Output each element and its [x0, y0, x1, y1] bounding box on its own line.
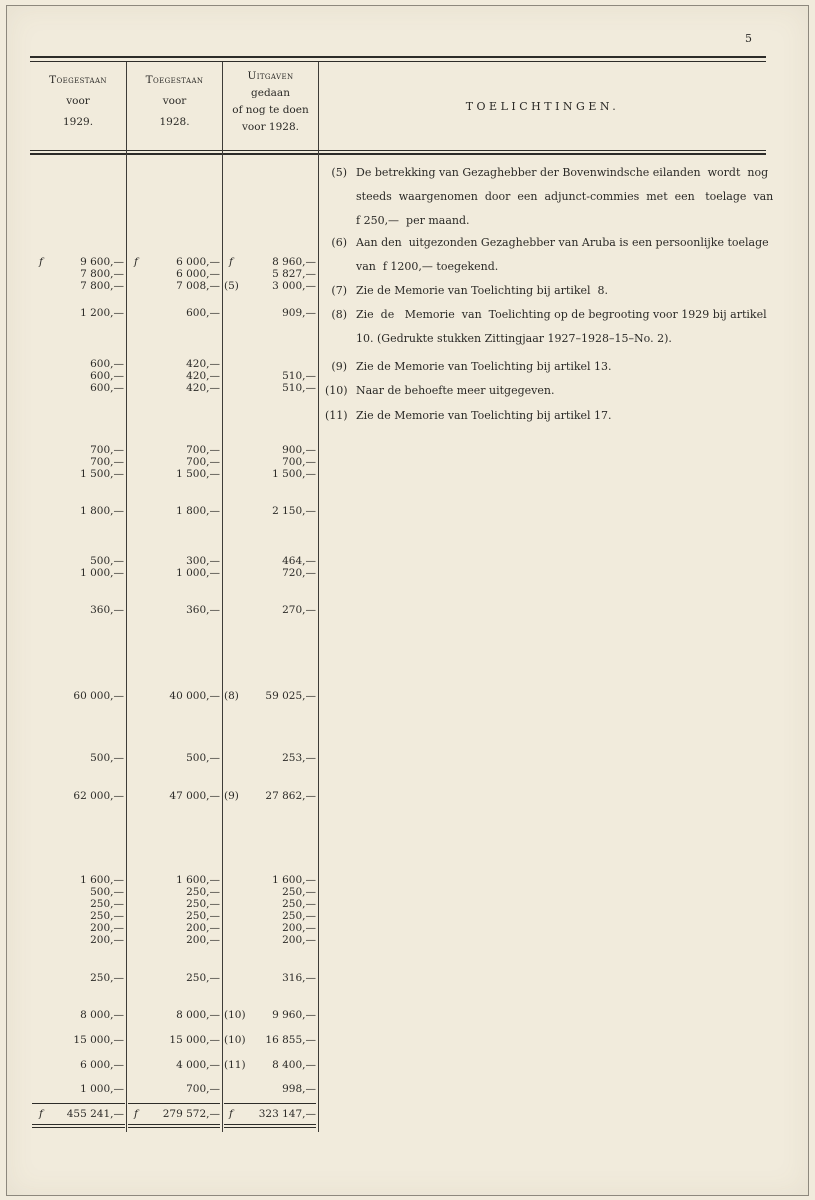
- note-text-line: Zie de Memorie van Toelichting op de begrooting voor 1929 bij artikel: [356, 308, 767, 321]
- header-col-uitgaven-line-1: Uitgaven: [247, 70, 294, 82]
- note-reference: (5): [224, 280, 239, 292]
- amount-cell: 1 600,—: [176, 874, 220, 886]
- column-divider-3: [318, 62, 319, 1132]
- amount-cell: 700,—: [282, 456, 316, 468]
- amount-cell: 720,—: [282, 567, 316, 579]
- amount-cell: 1 800,—: [80, 505, 124, 517]
- note-number: (7): [331, 284, 347, 297]
- header-bottom-rule: [30, 150, 766, 151]
- amount-cell: 600,—: [90, 382, 124, 394]
- amount-cell: 700,—: [186, 456, 220, 468]
- amount-cell: 40 000,—: [169, 690, 220, 702]
- amount-cell: 510,—: [282, 382, 316, 394]
- column-divider-2: [222, 62, 223, 1132]
- note-number: (9): [331, 360, 347, 373]
- amount-cell: 4 000,—: [176, 1059, 220, 1071]
- florin-sign: f: [229, 256, 233, 268]
- header-col-1929-line-1: Toegestaan: [49, 74, 107, 86]
- florin-sign: f: [229, 1108, 233, 1120]
- florin-sign: f: [134, 256, 138, 268]
- amount-cell: 47 000,—: [169, 790, 220, 802]
- header-col-1928-line-1: Toegestaan: [145, 74, 204, 86]
- header-col-uitgaven-line-3: of nog te doen: [232, 104, 309, 116]
- amount-cell: 1 000,—: [176, 567, 220, 579]
- note-reference: (10): [224, 1034, 246, 1046]
- amount-cell: 250,—: [186, 910, 220, 922]
- amount-cell: 1 500,—: [176, 468, 220, 480]
- header-col-1928-line-3: 1928.: [159, 116, 190, 128]
- amount-cell: 6 000,—: [176, 256, 220, 268]
- note-text-line: Zie de Memorie van Toelichting bij artikel 13.: [356, 360, 612, 373]
- amount-cell: 360,—: [90, 604, 124, 616]
- amount-cell: 420,—: [186, 370, 220, 382]
- header-col-1928-line-2: voor: [162, 95, 187, 107]
- amount-cell: 200,—: [282, 922, 316, 934]
- amount-cell: 1 000,—: [80, 567, 124, 579]
- note-text-line: steeds waargenomen door een adjunct-commies met een toelage van: [356, 190, 774, 203]
- amount-cell: 250,—: [282, 886, 316, 898]
- amount-cell: 200,—: [186, 934, 220, 946]
- amount-cell: 1 500,—: [80, 468, 124, 480]
- column-divider-1: [126, 62, 127, 1132]
- amount-cell: 998,—: [282, 1083, 316, 1095]
- page-number: 5: [745, 32, 752, 45]
- totals-bottom-rule: [128, 1127, 220, 1128]
- top-rule-thin: [30, 61, 766, 62]
- florin-sign: f: [39, 256, 43, 268]
- note-reference: (8): [224, 690, 239, 702]
- amount-cell: 909,—: [282, 307, 316, 319]
- amount-cell: 900,—: [282, 444, 316, 456]
- note-number: (10): [325, 384, 348, 397]
- total-uitgaven: 323 147,—: [258, 1108, 316, 1120]
- amount-cell: 9 960,—: [272, 1009, 316, 1021]
- note-number: (8): [331, 308, 347, 321]
- totals-top-rule: [224, 1103, 316, 1104]
- amount-cell: 250,—: [186, 972, 220, 984]
- header-col-uitgaven: [223, 68, 318, 136]
- header-col-uitgaven-line-4: voor 1928.: [242, 121, 299, 133]
- header-col-1929: [30, 70, 126, 133]
- note-reference: (11): [224, 1059, 246, 1071]
- header-col-1928: [127, 70, 222, 133]
- amount-cell: 360,—: [186, 604, 220, 616]
- amount-cell: 1 200,—: [80, 307, 124, 319]
- amount-cell: 600,—: [90, 370, 124, 382]
- notes-title: TOELICHTINGEN.: [465, 100, 620, 113]
- amount-cell: 3 000,—: [272, 280, 316, 292]
- amount-cell: 8 960,—: [272, 256, 316, 268]
- amount-cell: 600,—: [90, 358, 124, 370]
- amount-cell: 15 000,—: [169, 1034, 220, 1046]
- amount-cell: 9 600,—: [80, 256, 124, 268]
- note-text-line: van f 1200,— toegekend.: [356, 260, 499, 273]
- note-number: (11): [325, 409, 348, 422]
- note-text-line: f 250,— per maand.: [356, 214, 470, 227]
- amount-cell: 500,—: [90, 752, 124, 764]
- amount-cell: 250,—: [282, 910, 316, 922]
- amount-cell: 316,—: [282, 972, 316, 984]
- amount-cell: 6 000,—: [80, 1059, 124, 1071]
- amount-cell: 420,—: [186, 358, 220, 370]
- amount-cell: 16 855,—: [265, 1034, 316, 1046]
- amount-cell: 7 008,—: [176, 280, 220, 292]
- amount-cell: 59 025,—: [265, 690, 316, 702]
- note-text-line: Zie de Memorie van Toelichting bij artikel 17.: [356, 409, 612, 422]
- amount-cell: 2 150,—: [272, 505, 316, 517]
- total-1928: 279 572,—: [162, 1108, 220, 1120]
- totals-bottom-rule: [224, 1127, 316, 1128]
- note-text-line: 10. (Gedrukte stukken Zittingjaar 1927–1928–15–No. 2).: [356, 332, 672, 345]
- header-col-1929-line-3: 1929.: [62, 116, 94, 128]
- note-text-line: Aan den uitgezonden Gezaghebber van Aruba is een persoonlijke toelage: [356, 236, 769, 249]
- amount-cell: 1 600,—: [80, 874, 124, 886]
- totals-bottom-rule: [32, 1124, 125, 1125]
- amount-cell: 700,—: [90, 444, 124, 456]
- amount-cell: 1 600,—: [272, 874, 316, 886]
- note-text-line: De betrekking van Gezaghebber der Bovenwindsche eilanden wordt nog: [356, 166, 769, 179]
- amount-cell: 7 800,—: [80, 268, 124, 280]
- amount-cell: 5 827,—: [272, 268, 316, 280]
- amount-cell: 510,—: [282, 370, 316, 382]
- amount-cell: 15 000,—: [73, 1034, 124, 1046]
- amount-cell: 500,—: [90, 886, 124, 898]
- amount-cell: 62 000,—: [73, 790, 124, 802]
- amount-cell: 250,—: [186, 886, 220, 898]
- header-col-uitgaven-line-2: gedaan: [251, 87, 290, 99]
- amount-cell: 420,—: [186, 382, 220, 394]
- amount-cell: 270,—: [282, 604, 316, 616]
- amount-cell: 500,—: [90, 555, 124, 567]
- note-reference: (10): [224, 1009, 246, 1021]
- amount-cell: 60 000,—: [73, 690, 124, 702]
- amount-cell: 700,—: [90, 456, 124, 468]
- amount-cell: 7 800,—: [80, 280, 124, 292]
- amount-cell: 8 400,—: [272, 1059, 316, 1071]
- amount-cell: 6 000,—: [176, 268, 220, 280]
- note-reference: (9): [224, 790, 239, 802]
- note-text-line: Naar de behoefte meer uitgegeven.: [356, 384, 555, 397]
- totals-bottom-rule: [32, 1127, 125, 1128]
- note-number: (5): [331, 166, 347, 179]
- totals-top-rule: [32, 1103, 125, 1104]
- florin-sign: f: [134, 1108, 138, 1120]
- amount-cell: 500,—: [186, 752, 220, 764]
- note-number: (6): [331, 236, 347, 249]
- amount-cell: 1 800,—: [176, 505, 220, 517]
- amount-cell: 8 000,—: [176, 1009, 220, 1021]
- florin-sign: f: [39, 1108, 43, 1120]
- amount-cell: 250,—: [90, 898, 124, 910]
- total-1929: 455 241,—: [66, 1108, 124, 1120]
- amount-cell: 27 862,—: [265, 790, 316, 802]
- amount-cell: 200,—: [186, 922, 220, 934]
- totals-bottom-rule: [128, 1124, 220, 1125]
- amount-cell: 700,—: [186, 1083, 220, 1095]
- header-col-1929-line-2: voor: [66, 95, 90, 107]
- amount-cell: 250,—: [282, 898, 316, 910]
- top-rule: [30, 56, 766, 58]
- amount-cell: 200,—: [282, 934, 316, 946]
- amount-cell: 253,—: [282, 752, 316, 764]
- amount-cell: 300,—: [186, 555, 220, 567]
- amount-cell: 200,—: [90, 934, 124, 946]
- amount-cell: 200,—: [90, 922, 124, 934]
- amount-cell: 250,—: [90, 972, 124, 984]
- amount-cell: 1 500,—: [272, 468, 316, 480]
- amount-cell: 700,—: [186, 444, 220, 456]
- note-text-line: Zie de Memorie van Toelichting bij artikel 8.: [356, 284, 609, 297]
- amount-cell: 1 000,—: [80, 1083, 124, 1095]
- totals-bottom-rule: [224, 1124, 316, 1125]
- header-bottom-rule-thick: [30, 153, 766, 155]
- amount-cell: 8 000,—: [80, 1009, 124, 1021]
- amount-cell: 464,—: [282, 555, 316, 567]
- totals-top-rule: [128, 1103, 220, 1104]
- amount-cell: 250,—: [186, 898, 220, 910]
- amount-cell: 600,—: [186, 307, 220, 319]
- amount-cell: 250,—: [90, 910, 124, 922]
